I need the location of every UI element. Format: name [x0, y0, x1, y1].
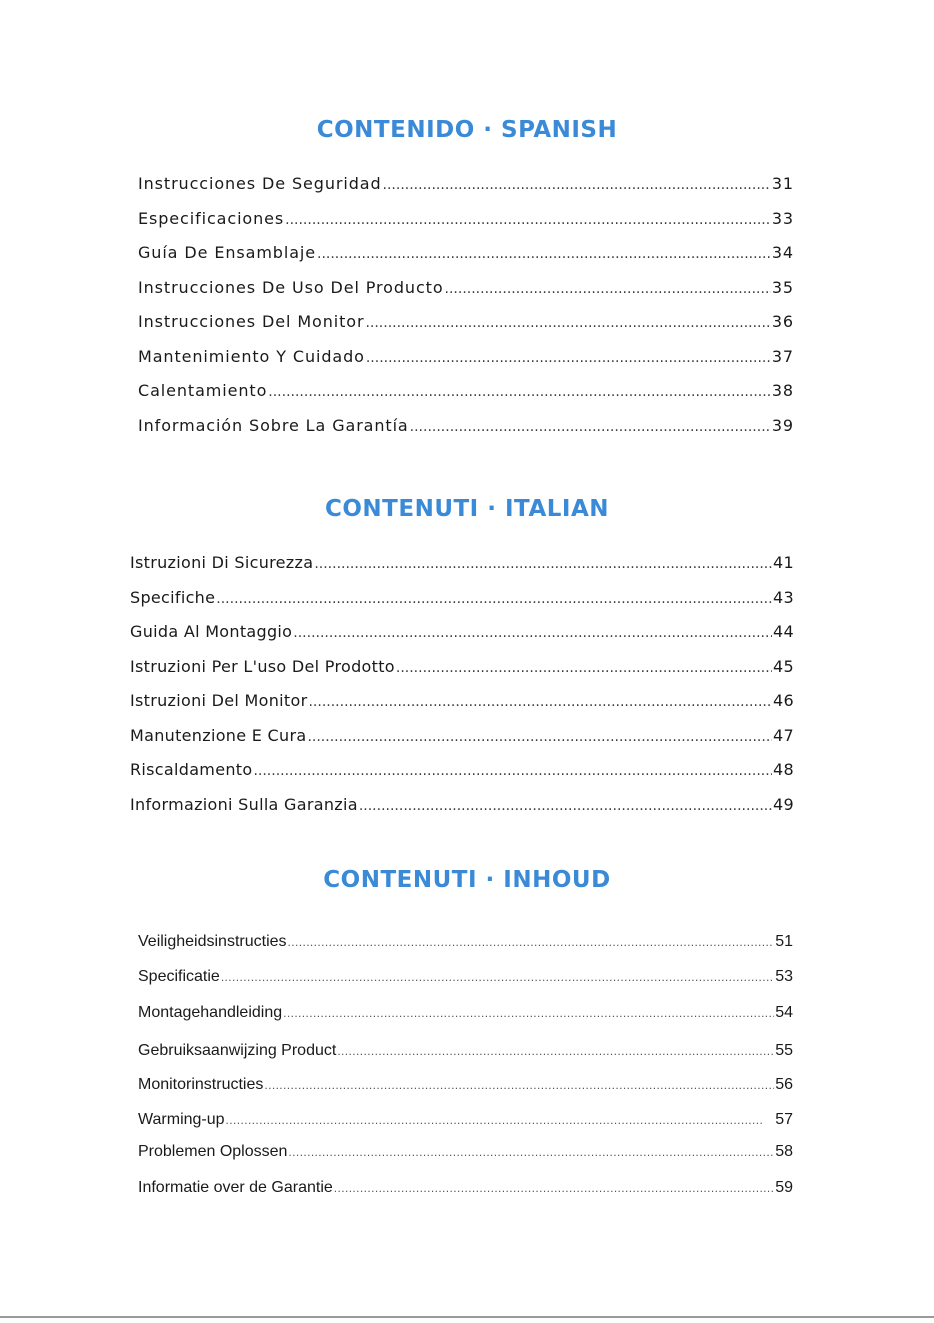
dot-leader: [293, 625, 772, 641]
dot-leader: [365, 315, 770, 331]
toc-entry-page: 57: [775, 1111, 793, 1128]
toc-entry[interactable]: [138, 933, 793, 951]
dot-leader: [221, 970, 774, 984]
toc-entry-label: Veiligheidsinstructies: [138, 933, 287, 950]
section-title-italian: CONTENUTI · ITALIAN: [324, 496, 610, 522]
toc-entry[interactable]: [138, 174, 794, 193]
toc-entry-label: Gebruiksaanwijzing Product: [138, 1042, 337, 1059]
toc-entry-page: 58: [775, 1143, 793, 1160]
toc-entry-page: 49: [773, 794, 794, 814]
dot-leader: [216, 591, 772, 607]
toc-entry[interactable]: [138, 1004, 793, 1022]
dot-leader: [396, 660, 772, 676]
toc-entry-page: 44: [773, 622, 794, 641]
dot-leader: [226, 1113, 764, 1127]
toc-entry-label: Istruzioni Per L'uso Del Prodotto: [130, 656, 395, 676]
toc-entry-page: 46: [773, 691, 794, 710]
toc-entry-page: 55: [775, 1042, 793, 1059]
toc-entry-label: Instrucciones Del Monitor: [138, 312, 365, 331]
toc-entry-label: Istruzioni Del Monitor: [130, 691, 308, 710]
toc-entry-label: Specifiche: [130, 587, 216, 607]
toc-entry-label: Istruzioni Di Sicurezza: [130, 553, 314, 572]
dot-leader: [253, 763, 772, 779]
toc-entry[interactable]: [138, 1179, 793, 1197]
toc-entry[interactable]: [130, 726, 794, 745]
toc-entry-page: 38: [771, 381, 794, 400]
toc-entry-label: Riscaldamento: [130, 760, 253, 779]
toc-entry-label: Warming-up: [138, 1111, 225, 1128]
toc-entry-label: Problemen Oplossen: [138, 1143, 288, 1160]
toc-entry[interactable]: [138, 1076, 793, 1094]
page-bottom-rule: [0, 1316, 934, 1318]
toc-entry[interactable]: [130, 795, 794, 814]
section-title-dutch: CONTENUTI · INHOUD: [323, 867, 611, 893]
toc-entry-page: 37: [771, 346, 794, 366]
toc-entry-label: Guía De Ensamblaje: [138, 243, 316, 262]
toc-entry[interactable]: [138, 278, 794, 297]
dot-leader: [317, 246, 771, 262]
dot-leader: [366, 350, 771, 366]
toc-entry[interactable]: [138, 1111, 793, 1129]
toc-entry-label: Calentamiento: [138, 381, 268, 400]
toc-entry[interactable]: [130, 553, 794, 572]
dot-leader: [308, 694, 772, 710]
dot-leader: [268, 384, 771, 400]
dot-leader: [410, 419, 771, 435]
toc-entry-label: Specificatie: [138, 968, 220, 985]
dot-leader: [288, 1145, 774, 1159]
toc-entry[interactable]: [138, 1042, 793, 1060]
dot-leader: [334, 1181, 774, 1195]
toc-entry-page: 48: [773, 760, 794, 779]
toc-entry-label: Instrucciones De Seguridad: [138, 174, 382, 193]
toc-entry-page: 43: [773, 587, 794, 607]
toc-entry-label: Instrucciones De Uso Del Producto: [138, 277, 444, 297]
dot-leader: [283, 1006, 774, 1020]
toc-entry-page: 35: [771, 277, 794, 297]
toc-entry[interactable]: [130, 691, 794, 710]
dot-leader: [445, 281, 771, 297]
dot-leader: [264, 1078, 774, 1092]
toc-entry-label: Mantenimiento Y Cuidado: [138, 346, 365, 366]
dot-leader: [383, 177, 771, 193]
toc-entry-page: 36: [771, 312, 794, 331]
toc-entry-page: 34: [771, 243, 794, 262]
toc-entry[interactable]: [130, 760, 794, 779]
toc-entry-page: 47: [773, 725, 794, 745]
dot-leader: [307, 729, 772, 745]
toc-entry-label: Montagehandleiding: [138, 1004, 283, 1021]
toc-entry-page: 53: [775, 968, 793, 985]
toc-entry-label: Manutenzione E Cura: [130, 725, 307, 745]
toc-entry[interactable]: [130, 622, 794, 641]
dot-leader: [359, 798, 772, 814]
toc-entry-label: Informazioni Sulla Garanzia: [130, 794, 358, 814]
dot-leader: [337, 1044, 774, 1058]
toc-entry-label: Informatie over de Garantie: [138, 1179, 333, 1196]
toc-entry-label: Especificaciones: [138, 208, 285, 228]
toc-entry-page: 33: [771, 208, 794, 228]
toc-entry[interactable]: [138, 312, 794, 331]
toc-entry-page: 45: [773, 656, 794, 676]
toc-entry[interactable]: [138, 381, 794, 400]
toc-entry[interactable]: [138, 209, 794, 228]
toc-entry[interactable]: [138, 1143, 793, 1161]
toc-entry[interactable]: [138, 347, 794, 366]
dot-leader: [314, 556, 772, 572]
toc-entry[interactable]: [138, 243, 794, 262]
toc-entry-label: Monitorinstructies: [138, 1076, 264, 1093]
toc-entry-page: 51: [775, 933, 793, 950]
toc-entry-label: Información Sobre La Garantía: [138, 415, 409, 435]
toc-entry-page: 59: [775, 1179, 793, 1196]
toc-entry-page: 41: [773, 553, 794, 572]
toc-entry[interactable]: [130, 588, 794, 607]
toc-entry[interactable]: [138, 968, 793, 986]
toc-entry[interactable]: [138, 416, 794, 435]
dot-leader: [285, 212, 771, 228]
toc-entry-page: 56: [775, 1076, 793, 1093]
toc-entry[interactable]: [130, 657, 794, 676]
dot-leader: [288, 935, 775, 949]
toc-entry-page: 54: [775, 1004, 793, 1021]
section-title-spanish: CONTENIDO · SPANISH: [316, 117, 618, 143]
toc-entry-page: 39: [771, 415, 794, 435]
toc-entry-label: Guida Al Montaggio: [130, 622, 293, 641]
toc-entry-page: 31: [771, 174, 794, 193]
